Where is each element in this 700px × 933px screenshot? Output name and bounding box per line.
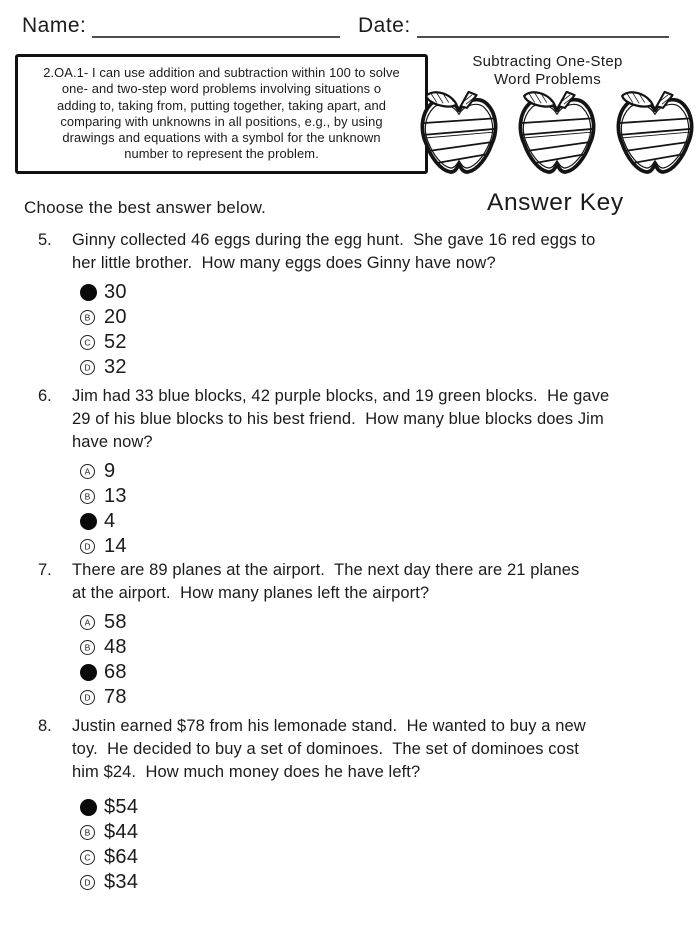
option-value: $34 <box>104 871 139 893</box>
option-row <box>80 820 586 845</box>
option-value: 30 <box>104 281 127 303</box>
option-row <box>80 484 609 509</box>
option-letter-badge <box>80 489 95 504</box>
option-letter-badge <box>80 850 95 865</box>
option-letter-badge <box>80 539 95 554</box>
question-number: 8. <box>38 717 52 735</box>
instruction-text: Choose the best answer below. <box>24 198 267 217</box>
option-letter: B <box>84 312 91 323</box>
option-correct-marker <box>80 513 97 530</box>
worksheet-title <box>430 53 665 88</box>
question-text-line: at the airport. How many planes left the airport? <box>72 584 430 602</box>
option-value: 78 <box>104 686 127 708</box>
apple-icon <box>419 87 499 180</box>
date-underline <box>417 18 669 38</box>
option-row <box>80 280 595 305</box>
question-text-line: There are 89 planes at the airport. The next day there are 21 planes <box>72 561 580 579</box>
answer-key-label: Answer Key <box>487 189 624 216</box>
standards-text-line: comparing with unknowns in all positions, e.g., by using <box>60 113 383 129</box>
question-text-line: toy. He decided to buy a set of dominoes. The set of dominoes cost <box>72 740 579 758</box>
option-letter: D <box>84 541 91 552</box>
question-text-line: have now? <box>72 433 153 451</box>
question-item-6 <box>38 385 609 559</box>
option-row <box>80 509 609 534</box>
option-value: 4 <box>104 510 116 532</box>
option-letter-badge <box>80 640 95 655</box>
question-text-line: him $24. How much money does he have left? <box>72 763 421 781</box>
option-value: 32 <box>104 356 127 378</box>
question-number: 7. <box>38 561 52 579</box>
standards-text-line: adding to, taking from, putting together, taking apart, and <box>56 97 387 113</box>
option-value: 14 <box>104 535 127 557</box>
standards-box <box>15 54 428 174</box>
standards-text-line: drawings and equations with a symbol for the unknown <box>62 130 381 146</box>
option-value: 9 <box>104 460 116 482</box>
option-row <box>80 795 586 820</box>
option-row <box>80 610 579 635</box>
question-item-5 <box>38 229 595 380</box>
option-row <box>80 685 579 710</box>
option-letter-badge <box>80 360 95 375</box>
option-letter-badge <box>80 464 95 479</box>
option-letter: D <box>84 877 91 888</box>
name-label: Name: <box>22 14 87 37</box>
date-label: Date: <box>358 14 411 37</box>
question-text <box>72 229 595 275</box>
name-field-row <box>22 14 340 38</box>
name-underline <box>92 18 340 38</box>
option-correct-marker <box>80 799 97 816</box>
option-letter-badge <box>80 875 95 890</box>
option-letter-badge <box>80 825 95 840</box>
standards-text-line: 2.OA.1- I can use addition and subtraction within 100 to solve <box>43 65 400 80</box>
question-text-line: Jim had 33 blue blocks, 42 purple blocks, and 19 green blocks. He gave <box>72 387 610 405</box>
option-value: 58 <box>104 611 127 633</box>
question-text-line: 29 of his blue blocks to his best friend. How many blue blocks does Jim <box>72 410 604 428</box>
question-number: 5. <box>38 231 52 249</box>
options-list <box>80 795 586 895</box>
option-letter: A <box>84 466 91 477</box>
option-row <box>80 355 595 380</box>
apple-icon <box>517 87 597 180</box>
options-list <box>80 610 579 710</box>
question-text-line: her little brother. How many eggs does Ginny have now? <box>72 254 496 272</box>
title-line: Subtracting One-Step <box>472 53 623 70</box>
option-row <box>80 870 586 895</box>
option-value: 48 <box>104 636 127 658</box>
question-item-8 <box>38 715 586 895</box>
option-row <box>80 660 579 685</box>
option-correct-marker <box>80 284 97 301</box>
date-field-row <box>358 14 669 38</box>
option-correct-marker <box>80 664 97 681</box>
option-letter-badge <box>80 335 95 350</box>
option-letter: C <box>84 337 91 348</box>
option-row <box>80 305 595 330</box>
option-letter: B <box>84 642 91 653</box>
option-value: 68 <box>104 661 127 683</box>
apple-icon <box>615 87 695 180</box>
question-item-7 <box>38 559 579 710</box>
option-letter: A <box>84 617 91 628</box>
question-text-line: Ginny collected 46 eggs during the egg hunt. She gave 16 red eggs to <box>72 231 596 249</box>
option-letter: D <box>84 362 91 373</box>
option-value: $54 <box>104 796 139 818</box>
option-row <box>80 330 595 355</box>
option-value: 13 <box>104 485 127 507</box>
option-letter: B <box>84 827 91 838</box>
option-row <box>80 534 609 559</box>
apple-decoration-row <box>419 87 695 180</box>
option-letter-badge <box>80 690 95 705</box>
question-text <box>72 385 609 454</box>
question-text <box>72 715 586 784</box>
option-row <box>80 635 579 660</box>
option-letter: B <box>84 491 91 502</box>
option-value: 52 <box>104 331 127 353</box>
option-letter: C <box>84 852 91 863</box>
standards-text-line: one- and two-step word problems involving situations o <box>61 81 382 97</box>
options-list <box>80 280 595 380</box>
option-value: $44 <box>104 821 139 843</box>
option-row <box>80 459 609 484</box>
standards-text-line: number to represent the problem. <box>124 146 319 162</box>
question-text-line: Justin earned $78 from his lemonade stand. He wanted to buy a new <box>72 717 586 735</box>
question-text <box>72 559 579 605</box>
option-letter: D <box>84 692 91 703</box>
option-letter-badge <box>80 310 95 325</box>
option-row <box>80 845 586 870</box>
option-value: $64 <box>104 846 139 868</box>
option-value: 20 <box>104 306 127 328</box>
option-letter-badge <box>80 615 95 630</box>
title-line: Word Problems <box>494 70 601 88</box>
options-list <box>80 459 609 559</box>
question-number: 6. <box>38 387 52 405</box>
